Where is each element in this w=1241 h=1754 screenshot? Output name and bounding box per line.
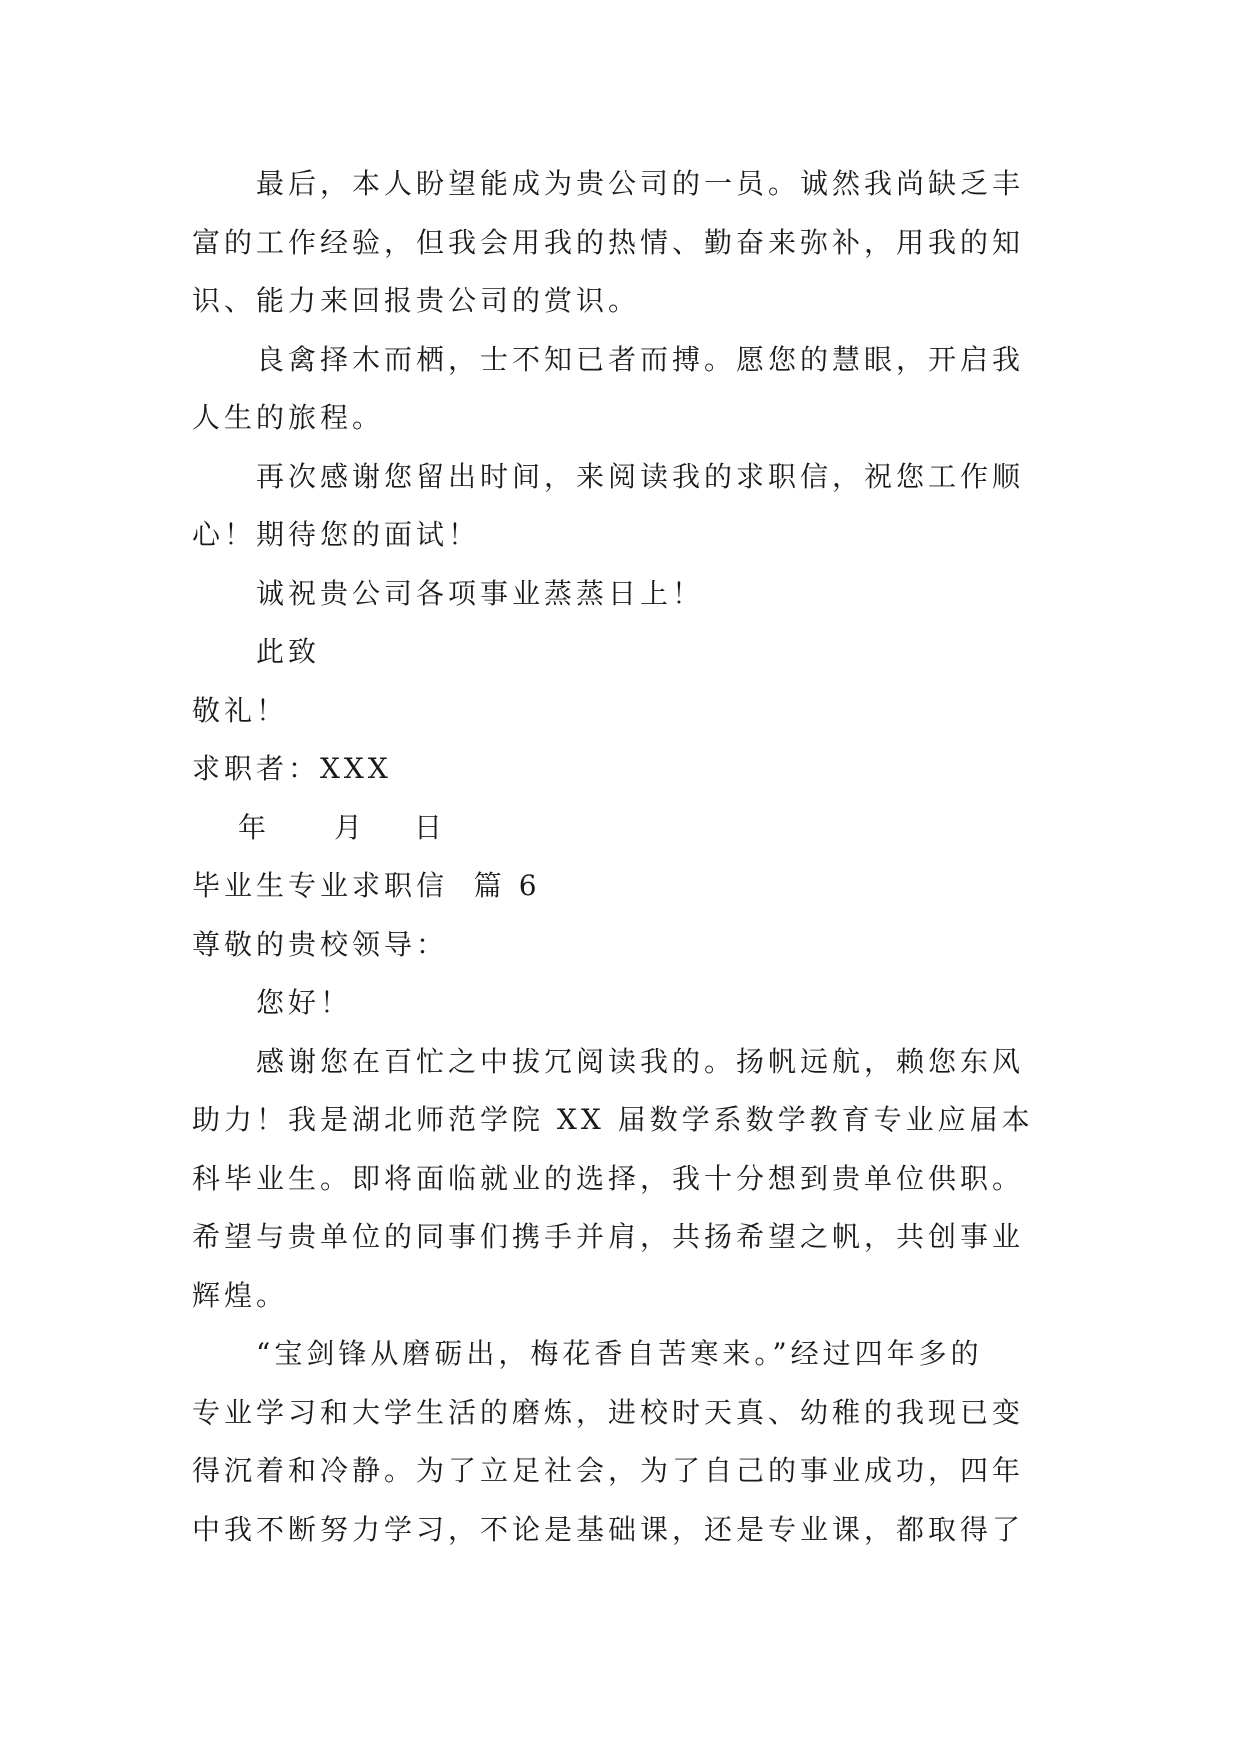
- paragraph-line: 中我不断努力学习，不论是基础课，还是专业课，都取得了: [192, 1512, 1025, 1546]
- signature-line: 求职者：XXX: [192, 752, 392, 785]
- paragraph-line: 再次感谢您留出时间，来阅读我的求职信，祝您工作顺: [256, 459, 1025, 493]
- paragraph-line: 人生的旅程。: [192, 401, 385, 434]
- date-month: 月: [334, 810, 367, 844]
- paragraph-line: 良禽择木而栖，士不知已者而搏。愿您的慧眼，开启我: [256, 342, 1025, 376]
- paragraph-line: 心！期待您的面试！: [192, 518, 481, 551]
- paragraph-line: “宝剑锋从磨砺出，梅花香自苦寒来。”经过四年多的: [256, 1337, 983, 1370]
- wishes-line: 诚祝贵公司各项事业蒸蒸日上！: [256, 576, 705, 610]
- date-line: [192, 799, 1072, 858]
- paragraph-line: 助力！我是湖北师范学院 XX 届数学系数学教育专业应届本: [192, 1103, 1034, 1136]
- paragraph-line: 得沉着和冷静。为了立足社会，为了自己的事业成功，四年: [192, 1454, 1025, 1487]
- salutation-line: 尊敬的贵校领导：: [192, 927, 449, 961]
- closing-salute: 敬礼！: [192, 693, 289, 727]
- date-day: 日: [414, 810, 447, 844]
- paragraph-line: 辉煌。: [192, 1278, 289, 1312]
- date-year: 年: [238, 810, 271, 844]
- greeting-line: 您好！: [256, 986, 353, 1019]
- paragraph-line: 富的工作经验，但我会用我的热情、勤奋来弥补，用我的知: [192, 225, 1025, 259]
- paragraph-line: 专业学习和大学生活的磨炼，进校时天真、幼稚的我现已变: [192, 1395, 1025, 1429]
- paragraph-line: 希望与贵单位的同事们携手并肩，共扬希望之帆，共创事业: [192, 1220, 1025, 1253]
- paragraph-line: 识、能力来回报贵公司的赏识。: [192, 284, 641, 317]
- closing-line: 此致: [256, 635, 321, 668]
- paragraph-line: 科毕业生。即将面临就业的选择，我十分想到贵单位供职。: [192, 1161, 1025, 1195]
- paragraph-line: 最后，本人盼望能成为贵公司的一员。诚然我尚缺乏丰: [256, 167, 1025, 200]
- paragraph-line: 感谢您在百忙之中拔冗阅读我的。扬帆远航，赖您东风: [256, 1044, 1025, 1078]
- letter-body: [192, 155, 1072, 1559]
- section-title: 毕业生专业求职信 篇 6: [192, 869, 541, 902]
